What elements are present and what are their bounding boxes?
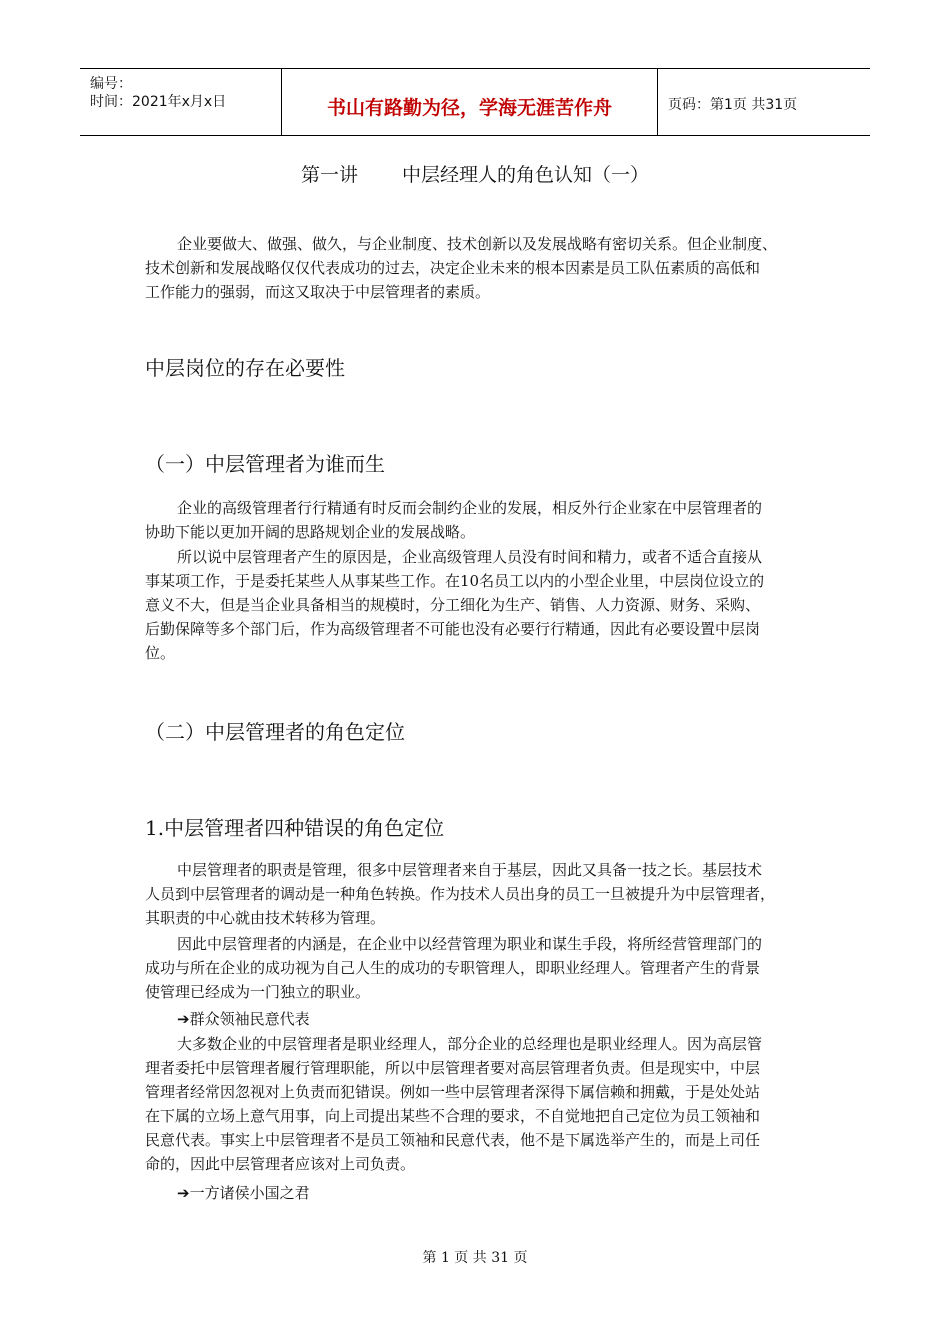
- header-page-cell: [658, 69, 870, 135]
- paragraph-reasons: 所以说中层管理者产生的原因是，企业高级管理人员没有时间和精力，或者不适合直接从 事某项工作，于是委托某些人从事某些工作。在10名员工以内的小型企业里，中层岗位设立的 意义不大，但是当企业具备相当的规模时，分工细化为生产、销售、人力资源、财务、采购、 后勤保障等多个部门后，作为高级管理者不可能也没有必要行行精通，因此有必要设置中层岗 位。: [145, 548, 765, 662]
- bullet-mass-leader: ➔群众领袖民意代表: [177, 1010, 310, 1028]
- page-footer: 第 1 页 共 31 页: [422, 1250, 528, 1266]
- paragraph-responsibility: 大多数企业的中层管理者是职业经理人，部分企业的总经理也是职业经理人。因为高层管 理者委托中层管理者履行管理职能，所以中层管理者要对高层管理者负责。但是现实中，中层 管理者经常因忽视对上负责而犯错误。例如一些中层管理者深得下属信赖和拥戴，于是处处站 在下属的立场上意气用事，向上司提出某些不合理的要求，不自觉地把自己定位为员工领袖和 民意代表。事实上中层管理者不是员工领袖和民意代表，他不是下属选举产生的，而是上司任 命的，因此中层管理者应该对上司负责。: [145, 1035, 763, 1173]
- paragraph-senior-managers: 企业的高级管理者行行精通有时反而会制约企业的发展，相反外行企业家在中层管理者的 协助下能以更加开阔的思路规划企业的发展战略。: [145, 499, 763, 541]
- doc-number-label: 编号：: [90, 76, 132, 92]
- header-meta-cell: [80, 69, 282, 135]
- section-heading-why: （一）中层管理者为谁而生: [145, 452, 385, 476]
- section-heading-wrong-roles: 1.中层管理者四种错误的角色定位: [145, 816, 445, 840]
- header-motto-cell: [282, 69, 658, 135]
- bullet-local-lord: ➔一方诸侯小国之君: [177, 1184, 310, 1202]
- paragraph-duties: 中层管理者的职责是管理，很多中层管理者来自于基层，因此又具备一技之长。基层技术 人员到中层管理者的调动是一种角色转换。作为技术人员出身的员工一旦被提升为中层管理者， 其职责的中心就由技术转移为管理。: [145, 861, 776, 927]
- paragraph-connotation: 因此中层管理者的内涵是，在企业中以经营管理为职业和谋生手段，将所经营管理部门的 成功与所在企业的成功视为自己人生的成功的专职管理人，即职业经理人。管理者产生的背景 使管理已经成为一门独立的职业。: [145, 935, 763, 1001]
- arrow-right-icon: ➔: [177, 1184, 190, 1202]
- lecture-title: [0, 160, 950, 187]
- section-heading-role: （二）中层管理者的角色定位: [145, 720, 405, 744]
- arrow-right-icon: ➔: [177, 1010, 190, 1028]
- section-heading-necessity: 中层岗位的存在必要性: [145, 356, 345, 380]
- header-page-info: 页码：第1页 共31页: [668, 97, 798, 113]
- lecture-title-number: 第一讲: [300, 164, 358, 186]
- doc-date: 时间：2021年x月x日: [90, 94, 227, 110]
- intro-paragraph: 企业要做大、做强、做久，与企业制度、技术创新以及发展战略有密切关系。但企业制度、 技术创新和发展战略仅仅代表成功的过去，决定企业未来的根本因素是员工队伍素质的高低和 工作能力的强弱，而这又取决于中层管理者的素质。: [145, 235, 778, 301]
- header-table: [80, 68, 870, 136]
- lecture-title-text: 中层经理人的角色认知（一）: [402, 164, 650, 186]
- header-motto: 书山有路勤为径，学海无涯苦作舟: [326, 97, 612, 119]
